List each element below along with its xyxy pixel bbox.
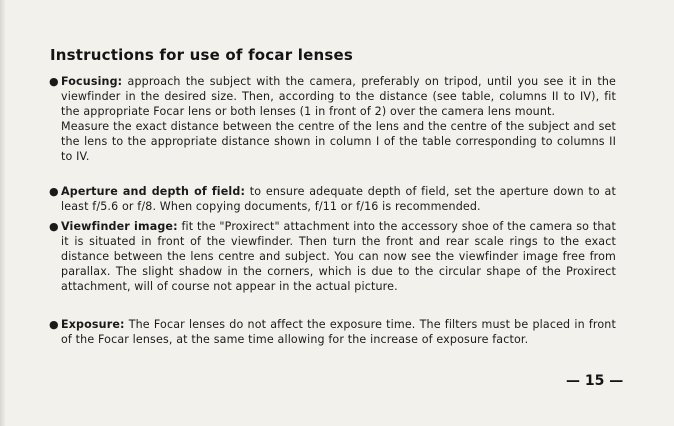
section-lead: Viewfinder image: xyxy=(61,220,178,233)
section-text: approach the subject with the camera, preferably on tripod, until you see it in the viewfinder in the desired size. Then, according to the distance (see table, columns II to IV), fit the appropriate Focar lens or both lenses (1 in front of 2) over the camera lens mount. xyxy=(61,75,616,118)
section-body xyxy=(50,184,616,214)
section-text: to ensure adequate depth of field, set the aperture down to at least f/5.6 or f/8. When copying documents, f/11 or f/16 is recommended. xyxy=(61,185,616,213)
section-text: fit the "Proxirect" attachment into the accessory shoe of the camera so that it is situated in front of the viewfinder. Then turn the front and rear scale rings to the exact distance between the lens centre and subject. You can now see the viewfinder image free from parallax. The slight shadow in the corners, which is due to the circular shape of the Proxirect attachment, will of course not appear in the actual picture. xyxy=(61,220,616,293)
page-number: — 15 — xyxy=(566,373,624,389)
section-lead: Exposure: xyxy=(61,318,125,331)
section-body xyxy=(50,317,616,347)
page-edge-shadow xyxy=(0,0,6,426)
section-lead: Aperture and depth of field: xyxy=(61,185,246,198)
bullet-icon: ● xyxy=(49,220,59,233)
bullet-icon: ● xyxy=(49,185,59,198)
section-text: The Focar lenses do not affect the exposure time. The filters must be placed in front of the Focar lenses, at the same time allowing for the increase of exposure factor. xyxy=(61,318,616,346)
section-lead: Focusing: xyxy=(61,75,123,88)
section-body xyxy=(50,219,616,294)
page-title: Instructions for use of focar lenses xyxy=(50,46,353,64)
bullet-icon: ● xyxy=(49,318,59,331)
section-focusing xyxy=(50,74,616,164)
section-text-continued: Measure the exact distance between the centre of the lens and the centre of the subject and set the lens to the appropriate distance shown in column I of the table corresponding to columns II to IV. xyxy=(61,120,616,163)
bullet-icon: ● xyxy=(49,75,59,88)
section-viewfinder xyxy=(50,219,616,294)
section-exposure xyxy=(50,317,616,347)
section-body xyxy=(50,74,616,119)
section-aperture xyxy=(50,184,616,214)
